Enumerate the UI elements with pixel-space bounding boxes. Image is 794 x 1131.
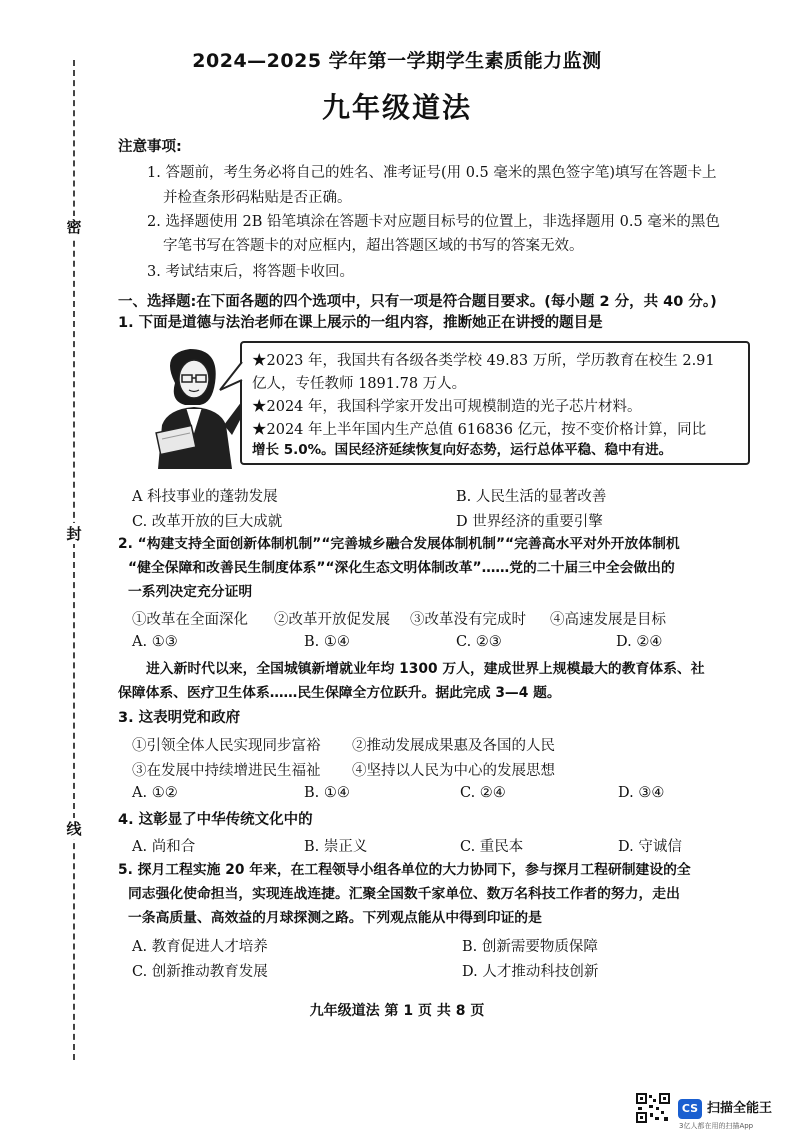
speech-bubble-tail (218, 360, 244, 400)
note-line: 并检查条形码粘贴是否正确。 (163, 190, 352, 206)
note-line: 3. 考试结束后，将答题卡收回。 (147, 264, 354, 280)
q2-statement: ④高速发展是目标 (550, 612, 666, 628)
q3-option-c: C. ②④ (460, 785, 506, 801)
q2-option-a: A. ①③ (132, 634, 178, 650)
bubble-line: ★2023 年，我国共有各级各类学校 49.83 万所，学历教育在校生 2.91 (252, 353, 715, 369)
scanner-tagline: 3亿人都在用的扫描App (679, 1122, 754, 1130)
q3-statement: ①引领全体人民实现同步富裕 (132, 738, 321, 754)
q2-statement: ②改革开放促发展 (274, 612, 390, 628)
q3-stem: 3. 这表明党和政府 (118, 710, 241, 726)
q3-statement: ④坚持以人民为中心的发展思想 (352, 763, 555, 779)
binding-label-mi: 密 (60, 216, 88, 237)
material-line: 进入新时代以来，全国城镇新增就业年均 1300 万人，建成世界上规模最大的教育体系、社 (146, 661, 705, 677)
q3-option-d: D. ③④ (618, 785, 665, 801)
q4-stem: 4. 这彰显了中华传统文化中的 (118, 812, 313, 828)
q5-stem-line: 5. 探月工程实施 20 年来，在工程领导小组各单位的大力协同下，参与探月工程研制建设的全 (118, 862, 691, 878)
binding-label-feng: 封 (60, 523, 88, 544)
q2-statement: ③改革没有完成时 (410, 612, 526, 628)
note-line: 1. 答题前，考生务必将自己的姓名、准考证号(用 0.5 毫米的黑色签字笔)填写在答题卡上 (147, 165, 717, 181)
q5-option-c: C. 创新推动教育发展 (132, 964, 268, 980)
section-heading: 一、选择题:在下面各题的四个选项中，只有一项是符合题目要求。(每小题 2 分，共 40 分。) (118, 294, 717, 310)
q2-option-c: C. ②③ (456, 634, 502, 650)
q1-stem: 1. 下面是道德与法治老师在课上展示的一组内容，推断她正在讲授的题目是 (118, 315, 603, 331)
binding-label-xian: 线 (60, 818, 88, 839)
scanner-logo: CS (678, 1099, 702, 1119)
bubble-line: ★2024 年上半年国内生产总值 616836 亿元，按不变价格计算，同比 (252, 422, 707, 438)
notes-heading: 注意事项: (118, 139, 182, 155)
q1-option-c: C. 改革开放的巨大成就 (132, 514, 283, 530)
q2-stem-line: 一系列决定充分证明 (128, 584, 253, 600)
note-line: 2. 选择题使用 2B 铅笔填涂在答题卡对应题目标号的位置上，非选择题用 0.5 毫米的黑色 (147, 214, 720, 230)
exam-title: 2024—2025 学年第一学期学生素质能力监测 (192, 50, 602, 72)
q3-option-a: A. ①② (132, 785, 178, 801)
q5-option-d: D. 人才推动科技创新 (462, 964, 599, 980)
q4-option-a: A. 尚和合 (132, 839, 196, 855)
q3-statement: ③在发展中持续增进民生福祉 (132, 763, 321, 779)
q5-option-a: A. 教育促进人才培养 (132, 939, 268, 955)
q4-option-d: D. 守诚信 (618, 839, 682, 855)
binding-dashed-line (73, 60, 75, 1060)
q4-option-c: C. 重民本 (460, 839, 524, 855)
bubble-line: 亿人，专任教师 1891.78 万人。 (252, 376, 467, 392)
qr-code-icon (636, 1093, 670, 1123)
q5-stem-line: 一条高质量、高效益的月球探测之路。下列观点能从中得到印证的是 (128, 910, 542, 926)
bubble-line: ★2024 年，我国科学家开发出可规模制造的光子芯片材料。 (252, 399, 642, 415)
q2-statement: ①改革在全面深化 (132, 612, 248, 628)
q3-statement: ②推动发展成果惠及各国的人民 (352, 738, 555, 754)
q2-option-b: B. ①④ (304, 634, 350, 650)
subject-title: 九年级道法 (321, 91, 472, 124)
bubble-line: 增长 5.0%。国民经济延续恢复向好态势，运行总体平稳、稳中有进。 (252, 442, 673, 458)
material-line: 保障体系、医疗卫生体系……民生保障全方位跃升。据此完成 3—4 题。 (118, 685, 561, 701)
q2-option-d: D. ②④ (616, 634, 663, 650)
q1-option-d: D 世界经济的重要引擎 (456, 514, 603, 530)
q1-option-a: A 科技事业的蓬勃发展 (132, 489, 278, 505)
q2-stem-line: “健全保障和改善民生制度体系”“深化生态文明体制改革”……党的二十届三中全会做出的 (128, 560, 675, 576)
scanner-brand: 扫描全能王 (707, 1101, 773, 1116)
q3-option-b: B. ①④ (304, 785, 350, 801)
q1-option-b: B. 人民生活的显著改善 (456, 489, 607, 505)
q5-stem-line: 同志强化使命担当，实现连战连捷。汇聚全国数千家单位、数万名科技工作者的努力，走出 (128, 886, 680, 902)
page-footer: 九年级道法 第 1 页 共 8 页 (309, 1003, 485, 1019)
q5-option-b: B. 创新需要物质保障 (462, 939, 598, 955)
note-line: 字笔书写在答题卡的对应框内，超出答题区域的书写的答案无效。 (163, 238, 584, 254)
q4-option-b: B. 崇正义 (304, 839, 368, 855)
q2-stem-line: 2. “构建支持全面创新体制机制”“完善城乡融合发展体制机制”“完善高水平对外开放体制机 (118, 536, 680, 552)
